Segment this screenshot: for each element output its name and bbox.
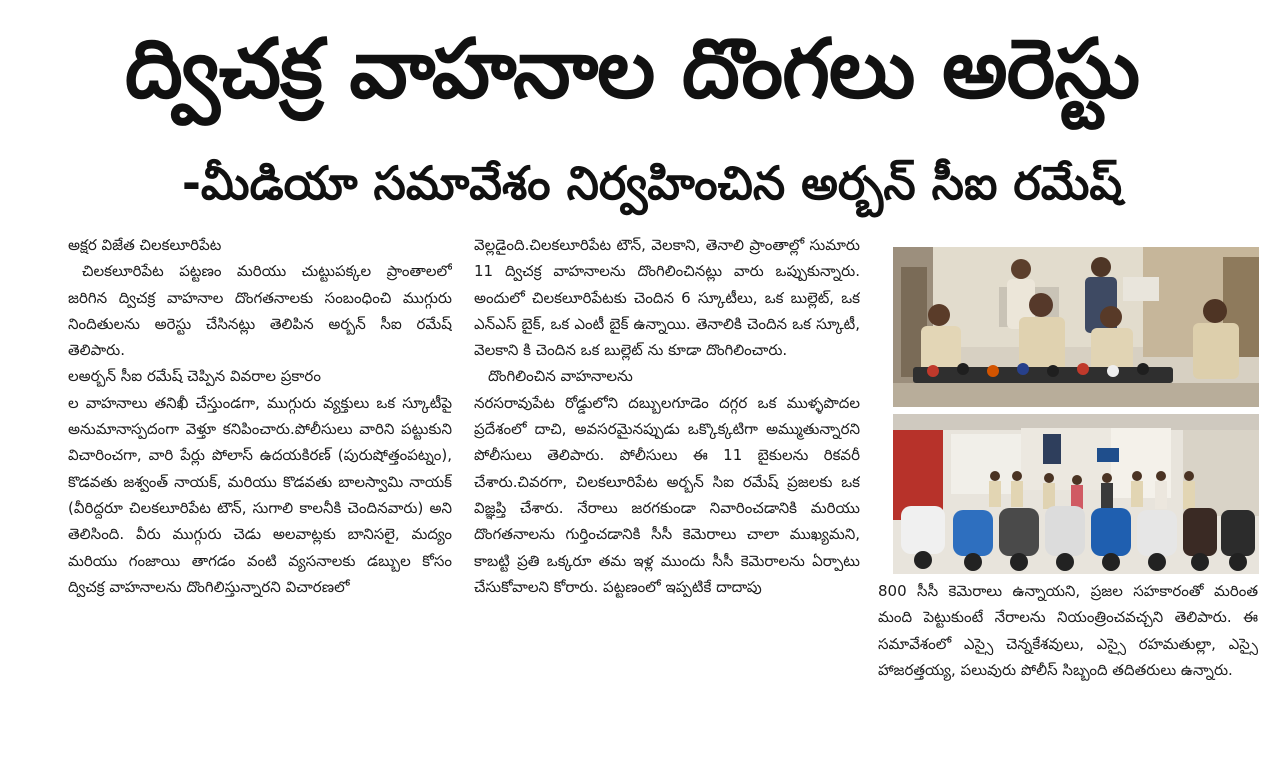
article-paragraph: 800 సీసీ కెమెరాలు ఉన్నాయని, ప్రజల సహకారంతో మరింత మంది పెట్టుకుంటే నేరాలను నియంత్రించవచ్చని తెలిపారు. ఈ సమావేశంలో ఎస్సై చెన్నకేశవులు, ఎస్సై రహమతుల్లా, ఎస్సై హాజరత్తయ్య, పలువురు పోలీస్ సిబ్బంది తదితరులు ఉన్నారు. bbox=[878, 582, 1258, 679]
headline: ద్విచక్ర వాహనాల దొంగలు అరెస్టు bbox=[124, 22, 1140, 117]
dateline: అక్షర విజేత చిలకలూరిపేట bbox=[68, 236, 222, 254]
subheadline: -మీడియా సమావేశం నిర్వహించిన అర్బన్ సీఐ రమేష్ bbox=[181, 156, 1123, 210]
article-column-3 bbox=[878, 578, 1258, 758]
article-paragraph: నరసరావుపేట రోడ్డులోని దబ్బులగూడెం దగ్గర ఒక ముళ్ళపొదల ప్రదేశంలో దాచి, అవసరమైనప్పుడు ఒక్కొక్కటిగా అమ్ముతున్నారని పోలీసులు తెలిపారు. పోలీసులు ఈ 11 బైకులను రికవరీ చేశారు.చివరగా, చిలకలూరిపేట అర్బన్ సిఐ రమేష్ ప్రజలకు ఒక విజ్ఞప్తి చేశారు. నేరాలు జరగకుండా నివారించడానికి మరియు దొంగతనాలను గుర్తించడానికి సీసీ కెమెరాలు చాలా ముఖ్యమని, కాబట్టి ప్రతి ఒక్కరూ తమ ఇళ్ల ముందు సీసీ కెమెరాలను ఏర్పాటు చేసుకోవాలని కోరారు. పట్టణంలో ఇప్పటికే దాదాపు bbox=[474, 393, 860, 596]
article-paragraph: చిలకలూరిపేట పట్టణం మరియు చుట్టుపక్కల ప్రాంతాలలో జరిగిన ద్విచక్ర వాహనాల దొంగతనాలకు సంబంధించి ముగ్గురు నిందితులను అరెస్టు చేసినట్లు తెలిపిన అర్బన్ సీఐ రమేష్ తెలిపారు. bbox=[68, 262, 452, 360]
recovered-vehicles-photo bbox=[893, 414, 1259, 574]
article-column-2 bbox=[474, 232, 860, 752]
article-paragraph: దొంగిలించిన వాహనాలను bbox=[488, 367, 633, 386]
press-meet-photo bbox=[893, 247, 1259, 407]
article-column-1 bbox=[68, 232, 452, 752]
article-paragraph: ల వాహనాలు తనిఖీ చేస్తుండగా, ముగ్గురు వ్యక్తులు ఒక స్కూటీపై అనుమానాస్పదంగా వెళ్తూ కనిపించారు.పోలీసులు వారిని పట్టుకుని విచారించగా, వారి పేర్లు పోలాస్ ఉదయకిరణ్ (పురుషోత్తంపట్నం), కొడవతు జశ్వంత్ నాయక్, మరియు కొడవతు బాలస్వామి నాయక్ (వీరిద్దరూ చిలకలూరిపేట టౌన్, సుగాలి కాలనీకి చెందినవారు) అని తెలిసింది. వీరు ముగ్గురు చెడు అలవాట్లకు బానిసలై, మద్యం మరియు గంజాయి తాగడం వంటి వ్యసనాలకు డబ్బుల కోసం ద్విచక్ర వాహనాలను దొంగిలిస్తున్నారని విచారణలో bbox=[68, 393, 452, 596]
article-paragraph: లఅర్బన్ సీఐ రమేష్ చెప్పిన వివరాల ప్రకారం bbox=[68, 367, 321, 386]
article-paragraph: వెల్లడైంది.చిలకలూరిపేట టౌన్, వెలకాని, తెనాలి ప్రాంతాల్లో సుమారు 11 ద్విచక్ర వాహనాలను దొంగిలించినట్లు వారు ఒప్పుకున్నారు. అందులో చిలకలూరిపేటకు చెందిన 6 స్కూటీలు, ఒక బుల్లెట్, ఒక ఎన్ఎస్ బైక్, ఒక ఎంటీ బైక్ ఉన్నాయి. తెనాలికి చెందిన ఒక స్కూటీ, వెలకాని కి చెందిన ఒక బుల్లెట్ ను కూడా దొంగిలించారు. bbox=[474, 236, 860, 360]
